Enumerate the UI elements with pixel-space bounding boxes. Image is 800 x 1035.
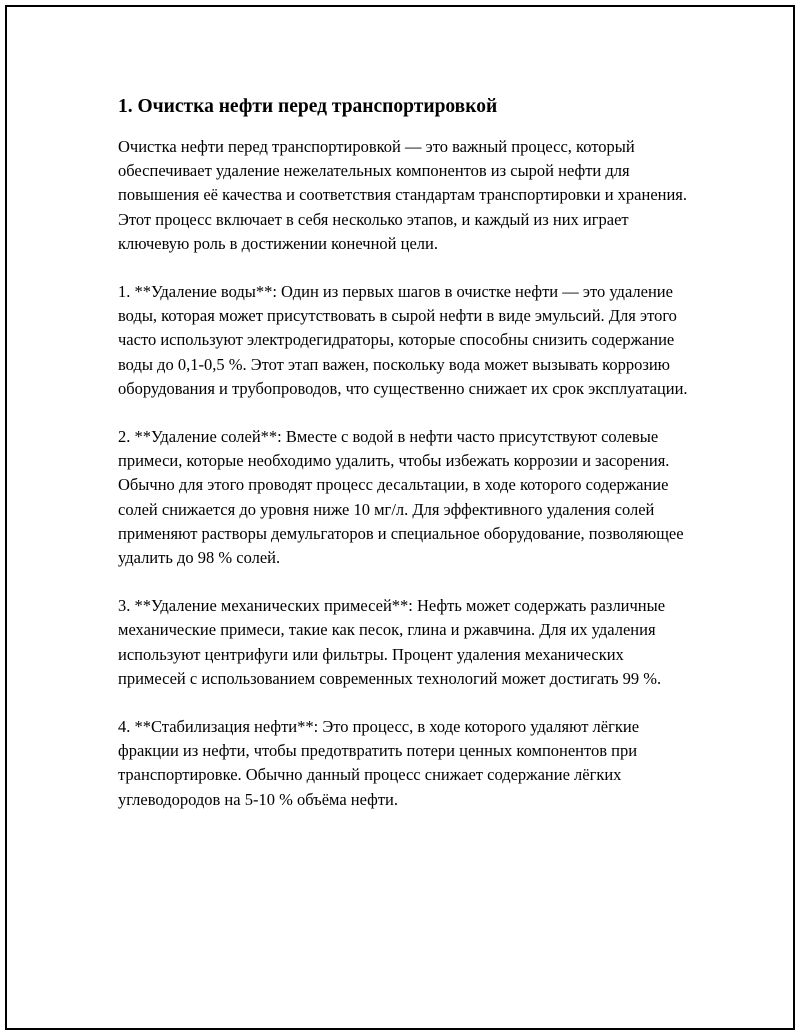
paragraph-mechanical-impurities: 3. **Удаление механических примесей**: Нефть может содержать различные механические примеси, такие как песок, глина и ржавчина. Для их удаления используют центрифуги или фильтры. Процент удаления механических примесей с использованием современных технологий может достигать 99 %.	[118, 596, 666, 688]
document-body	[118, 93, 693, 836]
paragraph-salt-removal: 2. **Удаление солей**: Вместе с водой в нефти часто присутствуют солевые примеси, которые необходимо удалить, чтобы избежать коррозии и засорения. Обычно для этого проводят процесс десальтации, в ходе которого содержание солей снижается до уровня ниже 10 мг/л. Для эффективного удаления солей применяют растворы демульгаторов и специальное оборудование, позволяющее удалить до 98 % солей.	[118, 427, 684, 568]
intro-paragraph: Очистка нефти перед транспортировкой — это важный процесс, который обеспечивает удаление нежелательных компонентов из сырой нефти для повышения её качества и соответствия стандартам транспортировки и хранения. Этот процесс включает в себя несколько этапов, и каждый из них играет ключевую роль в достижении конечной цели.	[118, 137, 688, 253]
paragraph-water-removal: 1. **Удаление воды**: Один из первых шагов в очистке нефти — это удаление воды, которая может присутствовать в сырой нефти в виде эмульсий. Для этого часто используют электродегидраторы, которые способны снизить содержание воды до 0,1-0,5 %. Этот этап важен, поскольку вода может вызывать коррозию оборудования и трубопроводов, что существенно снижает их срок эксплуатации.	[118, 282, 688, 398]
paragraph-stabilization: 4. **Стабилизация нефти**: Это процесс, в ходе которого удаляют лёгкие фракции из нефти, чтобы предотвратить потери ценных компонентов при транспортировке. Обычно данный процесс снижает содержание лёгких углеводородов на 5-10 % объёма нефти.	[118, 717, 640, 809]
page-title: 1. Очистка нефти перед транспортировкой	[118, 96, 498, 117]
